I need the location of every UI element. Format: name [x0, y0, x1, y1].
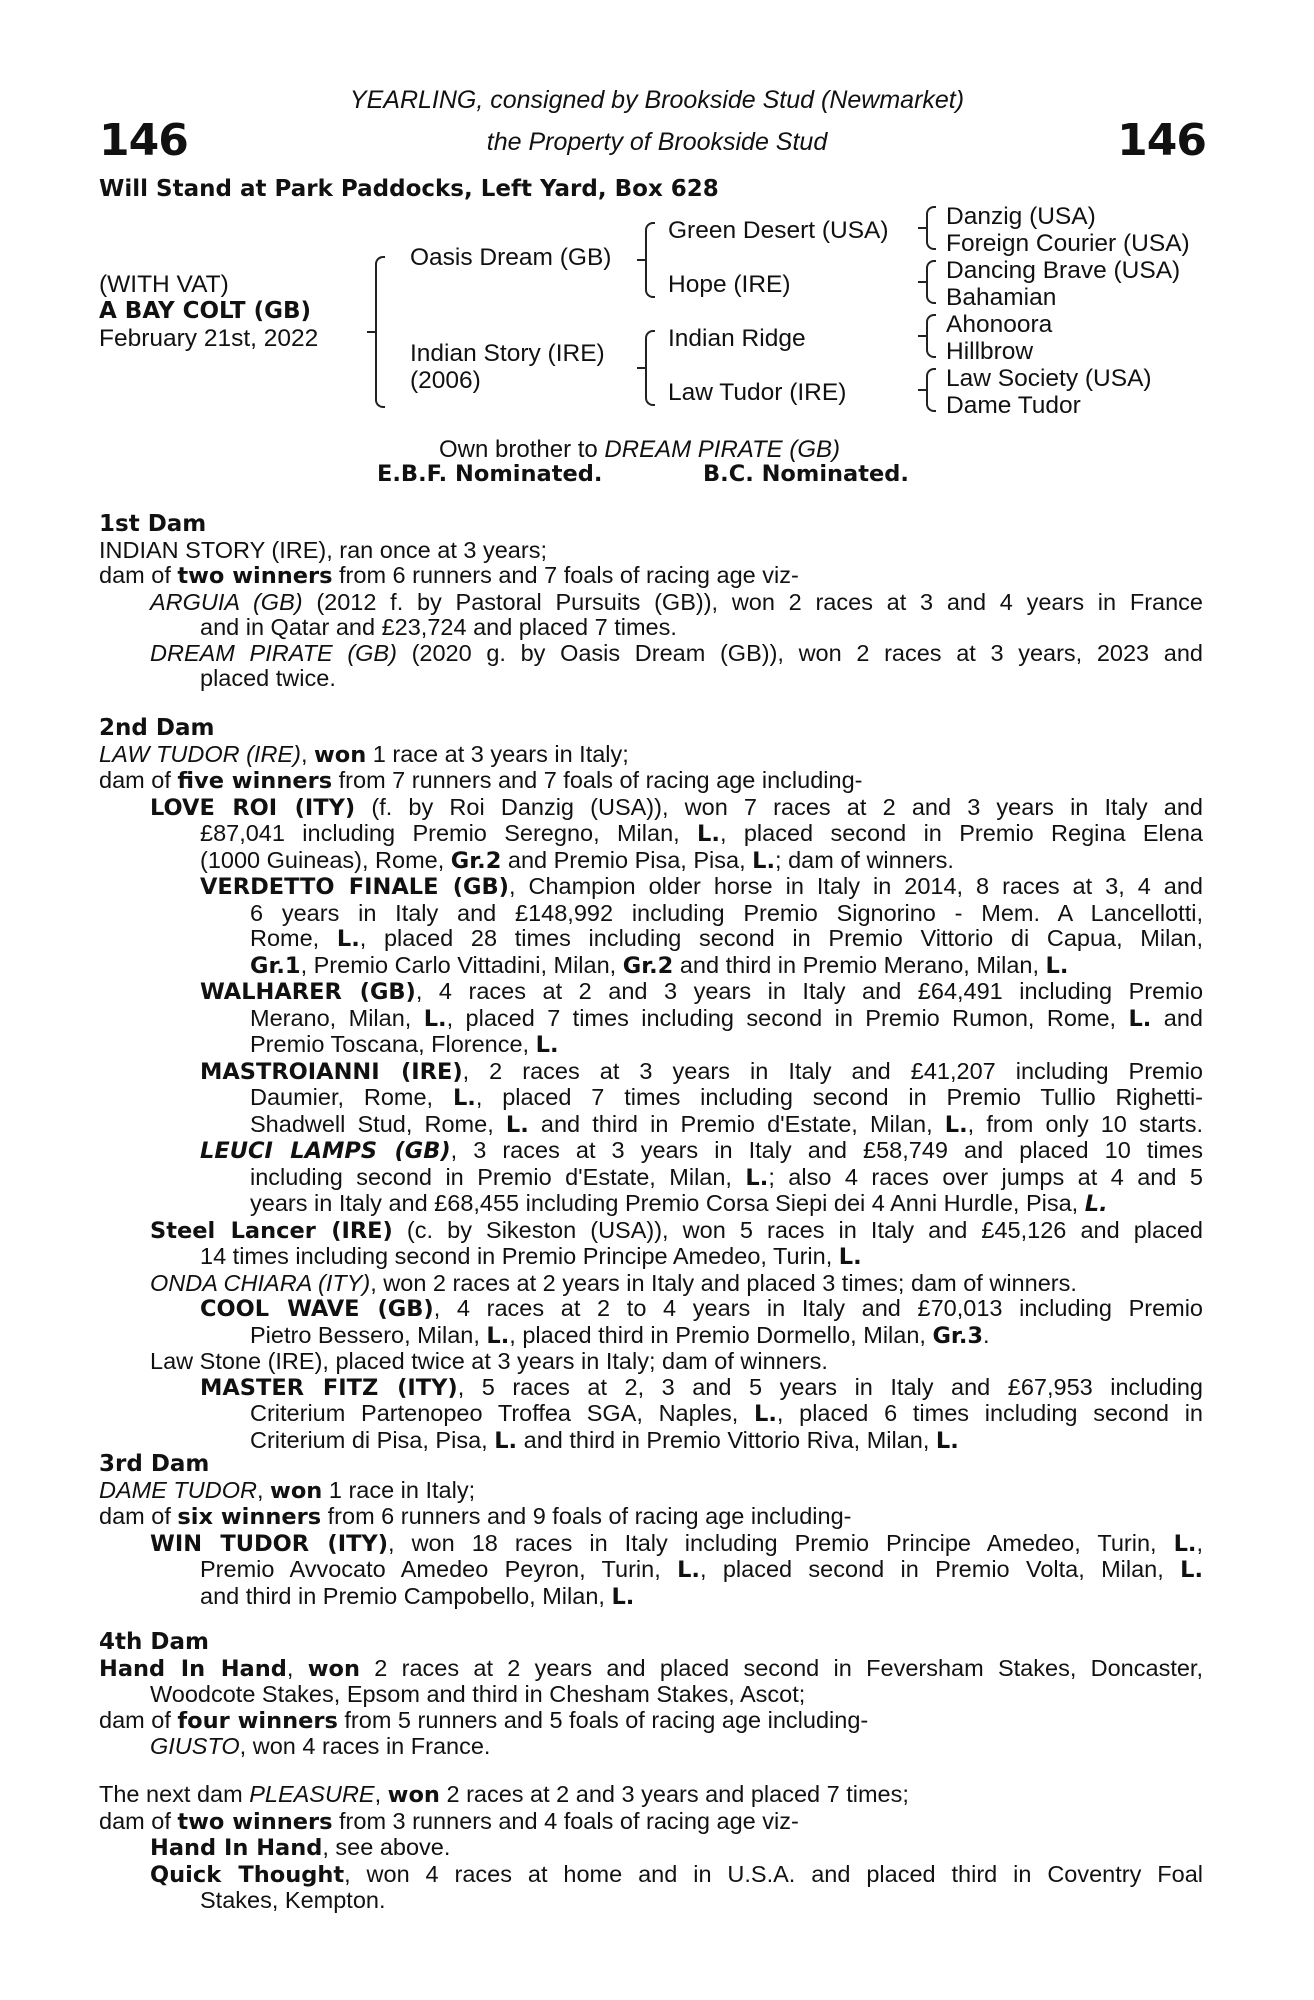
dam-line: dam of two winners from 3 runners and 4 foals of racing age viz-	[99, 1807, 799, 1835]
pedigree-brace-g3-3	[918, 314, 936, 358]
second-dam-section	[99, 716, 1203, 1454]
pedigree-g3-8: Dame Tudor	[946, 392, 1081, 419]
lot-number-left: 146	[99, 115, 188, 166]
pedigree-g3-1: Danzig (USA)	[946, 203, 1096, 230]
foaling-date: February 21st, 2022	[99, 325, 319, 352]
own-brother-note: Own brother to DREAM PIRATE (GB)	[439, 436, 840, 463]
stand-location: Will Stand at Park Paddocks, Left Yard, Box 628	[99, 176, 719, 202]
progeny-line: years in Italy and £68,455 including Premio Corsa Siepi dei 4 Anni Hurdle, Pisa, L.	[250, 1190, 1108, 1217]
progeny-line: Daumier, Rome, L., placed 7 times including second in Premio Tullio Righetti-	[250, 1084, 1204, 1111]
progeny-line: and third in Premio Campobello, Milan, L.	[200, 1582, 635, 1610]
pedigree-sire-sire: Green Desert (USA)	[668, 217, 889, 244]
progeny-line: ARGUIA (GB) (2012 f. by Pastoral Pursuits (GB)), won 2 races at 3 and 4 years in France	[150, 588, 1203, 615]
vat-note: (WITH VAT)	[99, 271, 229, 298]
dam-line: dam of four winners from 5 runners and 5 foals of racing age including-	[99, 1706, 869, 1734]
section-heading: 1st Dam	[99, 511, 207, 537]
third-dam-section	[99, 1452, 1203, 1610]
dam-line: The next dam PLEASURE, won 2 races at 2 and 3 years and placed 7 times;	[99, 1781, 909, 1808]
consignment-line: YEARLING, consigned by Brookside Stud (Newmarket)	[349, 86, 965, 114]
progeny-line: MASTROIANNI (IRE), 2 races at 3 years in Italy and £41,207 including Premio	[200, 1057, 1203, 1085]
progeny-line: DREAM PIRATE (GB) (2020 g. by Oasis Dream (GB)), won 2 races at 3 years, 2023 and	[150, 639, 1203, 666]
progeny-line: Stakes, Kempton.	[200, 1887, 386, 1913]
pedigree-g3-5: Ahonoora	[946, 311, 1053, 338]
progeny-line: Gr.1, Premio Carlo Vittadini, Milan, Gr.2 and third in Premio Merano, Milan, L.	[250, 951, 1069, 979]
pedigree-brace-g3-1	[918, 206, 936, 250]
pedigree-brace-g3-2	[918, 260, 936, 304]
section-heading: 4th Dam	[99, 1629, 209, 1655]
first-dam-section	[99, 512, 1203, 692]
dam-line: dam of six winners from 6 runners and 9 foals of racing age including-	[99, 1503, 852, 1530]
progeny-line: Criterium Partenopeo Troffea SGA, Naples, L., placed 6 times including second in	[250, 1400, 1203, 1427]
pedigree-sire-dam: Hope (IRE)	[668, 271, 791, 298]
dam-line: Woodcote Stakes, Epsom and third in Chesham Stakes, Ascot;	[150, 1681, 806, 1707]
dam-line: DAME TUDOR, won 1 race in Italy;	[99, 1476, 476, 1504]
progeny-line: Merano, Milan, L., placed 7 times including second in Premio Rumon, Rome, L. and	[250, 1004, 1203, 1032]
section-heading: 2nd Dam	[99, 715, 215, 741]
progeny-line: 14 times including second in Premio Principe Amedeo, Turin, L.	[200, 1243, 862, 1270]
progeny-line: WALHARER (GB), 4 races at 2 and 3 years in Italy and £64,491 including Premio	[200, 978, 1204, 1005]
property-line: the Property of Brookside Stud	[486, 128, 828, 156]
progeny-line: COOL WAVE (GB), 4 races at 2 to 4 years in Italy and £70,013 including Premio	[200, 1295, 1204, 1322]
progeny-line: 6 years in Italy and £148,992 including Premio Signorino - Mem. A Lancellotti,	[250, 899, 1203, 926]
progeny-line: VERDETTO FINALE (GB), Champion older horse in Italy in 2014, 8 races at 3, 4 and	[200, 873, 1203, 900]
progeny-line: Pietro Bessero, Milan, L., placed third in Premio Dormello, Milan, Gr.3.	[250, 1321, 990, 1349]
pedigree-g3-3: Dancing Brave (USA)	[946, 257, 1181, 284]
progeny-line: Shadwell Stud, Rome, L. and third in Premio d'Estate, Milan, L., from only 10 starts.	[250, 1110, 1203, 1138]
pedigree-dam-sire: Indian Ridge	[668, 325, 806, 352]
dam-line: dam of five winners from 7 runners and 7 foals of racing age including-	[99, 767, 863, 794]
progeny-line: Quick Thought, won 4 races at home and in U.S.A. and placed third in Coventry Foal	[150, 1860, 1203, 1888]
progeny-line: MASTER FITZ (ITY), 5 races at 2, 3 and 5 years in Italy and £67,953 including	[200, 1373, 1204, 1401]
dam-line: dam of two winners from 6 runners and 7 foals of racing age viz-	[99, 562, 799, 589]
pedigree-g3-2: Foreign Courier (USA)	[946, 230, 1190, 257]
dam-line: LAW TUDOR (IRE), won 1 race at 3 years in Italy;	[99, 740, 629, 768]
progeny-line: LOVE ROI (ITY) (f. by Roi Danzig (USA)), won 7 races at 2 and 3 years in Italy and	[150, 793, 1203, 821]
dam-line: Hand In Hand, won 2 races at 2 years and placed second in Feversham Stakes, Doncaster,	[99, 1654, 1203, 1682]
progeny-line: including second in Premio d'Estate, Milan, L.; also 4 races over jumps at 4 and 5	[250, 1163, 1203, 1191]
pedigree-dam-year: (2006)	[410, 367, 481, 394]
progeny-line: GIUSTO, won 4 races in France.	[150, 1733, 491, 1759]
pedigree-g3-4: Bahamian	[946, 284, 1057, 311]
progeny-line: Criterium di Pisa, Pisa, L. and third in Premio Vittorio Riva, Milan, L.	[250, 1426, 959, 1454]
pedigree-sire: Oasis Dream (GB)	[410, 244, 612, 271]
pedigree-g3-6: Hillbrow	[946, 338, 1034, 365]
pedigree-brace-dam	[637, 330, 657, 406]
pedigree-dam: Indian Story (IRE)	[410, 340, 605, 367]
pedigree-brace-main	[367, 256, 387, 408]
pedigree-g3-7: Law Society (USA)	[946, 365, 1152, 392]
progeny-line: WIN TUDOR (ITY), won 18 races in Italy including Premio Principe Amedeo, Turin, L.,	[150, 1529, 1203, 1557]
next-dam-section	[99, 1782, 1203, 1914]
progeny-line: Law Stone (IRE), placed twice at 3 years in Italy; dam of winners.	[150, 1348, 828, 1374]
progeny-line: (1000 Guineas), Rome, Gr.2 and Premio Pisa, Pisa, L.; dam of winners.	[200, 846, 954, 874]
progeny-line: Steel Lancer (IRE) (c. by Sikeston (USA)), won 5 races in Italy and £45,126 and placed	[150, 1216, 1203, 1244]
section-heading: 3rd Dam	[99, 1451, 210, 1477]
progeny-line: ONDA CHIARA (ITY), won 2 races at 2 years in Italy and placed 3 times; dam of winners.	[150, 1269, 1077, 1296]
dam-line: INDIAN STORY (IRE), ran once at 3 years;	[99, 536, 547, 563]
bc-nomination: B.C. Nominated.	[703, 461, 909, 487]
progeny-line: Premio Toscana, Florence, L.	[250, 1031, 559, 1058]
progeny-line: £87,041 including Premio Seregno, Milan, L., placed second in Premio Regina Elena	[200, 820, 1203, 847]
horse-name: A BAY COLT (GB)	[99, 298, 312, 324]
pedigree-brace-g3-4	[918, 368, 936, 412]
lot-number-right: 146	[1117, 115, 1206, 166]
progeny-line: placed twice.	[200, 665, 336, 691]
ebf-nomination: E.B.F. Nominated.	[377, 461, 603, 487]
fourth-dam-section	[99, 1630, 1203, 1760]
pedigree-brace-sire	[637, 222, 657, 298]
progeny-line: and in Qatar and £23,724 and placed 7 times.	[200, 614, 677, 640]
progeny-line: LEUCI LAMPS (GB), 3 races at 3 years in Italy and £58,749 and placed 10 times	[200, 1137, 1203, 1164]
progeny-line: Hand In Hand, see above.	[150, 1834, 451, 1861]
progeny-line: Rome, L., placed 28 times including second in Premio Vittorio di Capua, Milan,	[250, 925, 1203, 952]
pedigree-dam-dam: Law Tudor (IRE)	[668, 379, 847, 406]
progeny-line: Premio Avvocato Amedeo Peyron, Turin, L., placed second in Premio Volta, Milan, L.	[200, 1556, 1204, 1583]
